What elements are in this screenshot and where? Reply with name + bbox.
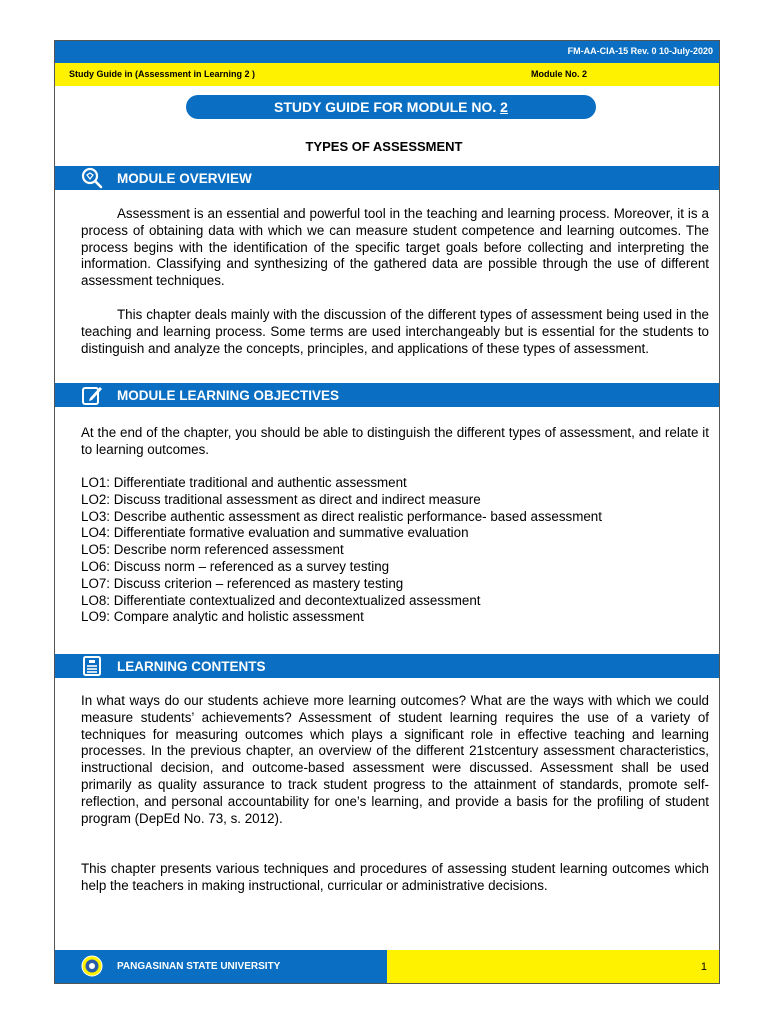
- contents-paragraph-2: This chapter presents various techniques and procedures of assessing student learning outcomes which help the teachers in making instructional, curricular or administrative decisions.: [81, 861, 709, 893]
- page-number: 1: [700, 961, 707, 973]
- contents-paragraph-1: In what ways do our students achieve more learning outcomes? What are the ways with which we could measure students’ achievements? Assessment of student learning requires the use of a variety of techniques for measuring outcomes which plays a significant role in effective teaching and learning processes. In the previous chapter, an overview of the different 21stcentury assessment characteristics, instructional decision, and outcome-based assessment were discussed. Assessment shall be used primarily as quality assurance to track student progress to the attainment of standards, promote self-reflection, and personal accountability for one’s learning, and provide a basis for the profiling of student program (DepEd No. 73, s. 2012).: [81, 693, 709, 826]
- section-heading: MODULE OVERVIEW: [117, 171, 252, 186]
- footer-university-bar: [55, 950, 387, 983]
- study-guide-label: Study Guide in (Assessment in Learning 2 ): [69, 69, 256, 79]
- list-item: LO3: Describe authentic assessment as direct realistic performance- based assessment: [81, 508, 602, 524]
- list-item: LO9: Compare analytic and holistic assessment: [81, 609, 364, 625]
- list-item: LO2: Discuss traditional assessment as direct and indirect measure: [81, 491, 481, 507]
- list-item: LO5: Describe norm referenced assessment: [81, 542, 344, 558]
- list-item: LO6: Discuss norm – referenced as a survey testing: [81, 558, 390, 574]
- form-code: FM-AA-CIA-15 Rev. 0 10-July-2020: [567, 46, 713, 56]
- document-title: TYPES OF ASSESSMENT: [305, 139, 463, 154]
- banner-module-number: 2: [500, 99, 508, 115]
- section-header-objectives: [55, 383, 719, 407]
- overview-paragraph-2: This chapter deals mainly with the discussion of the different types of assessment being used in the teaching and learning process. Some terms are used interchangeably but is essential for the students to distinguish and analyze the concepts, principles, and applications of these types of assessment.: [81, 307, 709, 356]
- overview-paragraph-1: Assessment is an essential and powerful tool in the teaching and learning process. Moreover, it is a process of obtaining data with which we can measure student competence and learning outcomes. The process begins with the identification of the specific target goals before collecting and interpreting the information. Classifying and synthesizing of the gathered data are possible through the use of different assessment techniques.: [81, 206, 709, 289]
- section-heading: MODULE LEARNING OBJECTIVES: [117, 388, 340, 403]
- section-heading: LEARNING CONTENTS: [117, 659, 266, 674]
- university-seal-icon: [81, 955, 103, 977]
- magnifier-icon: [81, 167, 103, 189]
- study-guide-banner: [186, 95, 596, 119]
- header-yellow-bar: [55, 63, 719, 86]
- pencil-edit-icon: [81, 384, 103, 406]
- header-top-bar: [55, 41, 719, 63]
- list-item: LO4: Differentiate formative evaluation and summative evaluation: [81, 525, 469, 541]
- module-number-label: Module No. 2: [531, 69, 587, 79]
- list-item: LO7: Discuss criterion – referenced as mastery testing: [81, 575, 404, 591]
- list-item: LO1: Differentiate traditional and authentic assessment: [81, 475, 407, 490]
- university-name: PANGASINAN STATE UNIVERSITY: [117, 961, 281, 972]
- section-header-overview: [55, 166, 719, 190]
- banner-title: STUDY GUIDE FOR MODULE NO.: [274, 99, 501, 115]
- section-header-contents: [55, 654, 719, 678]
- footer-page-bar: [387, 950, 719, 983]
- document-icon: [81, 655, 103, 677]
- list-item: LO8: Differentiate contextualized and decontextualized assessment: [81, 592, 481, 608]
- objectives-intro: At the end of the chapter, you should be able to distinguish the different types of assessment, and relate it to learning outcomes.: [81, 425, 709, 457]
- objectives-list: [81, 475, 709, 626]
